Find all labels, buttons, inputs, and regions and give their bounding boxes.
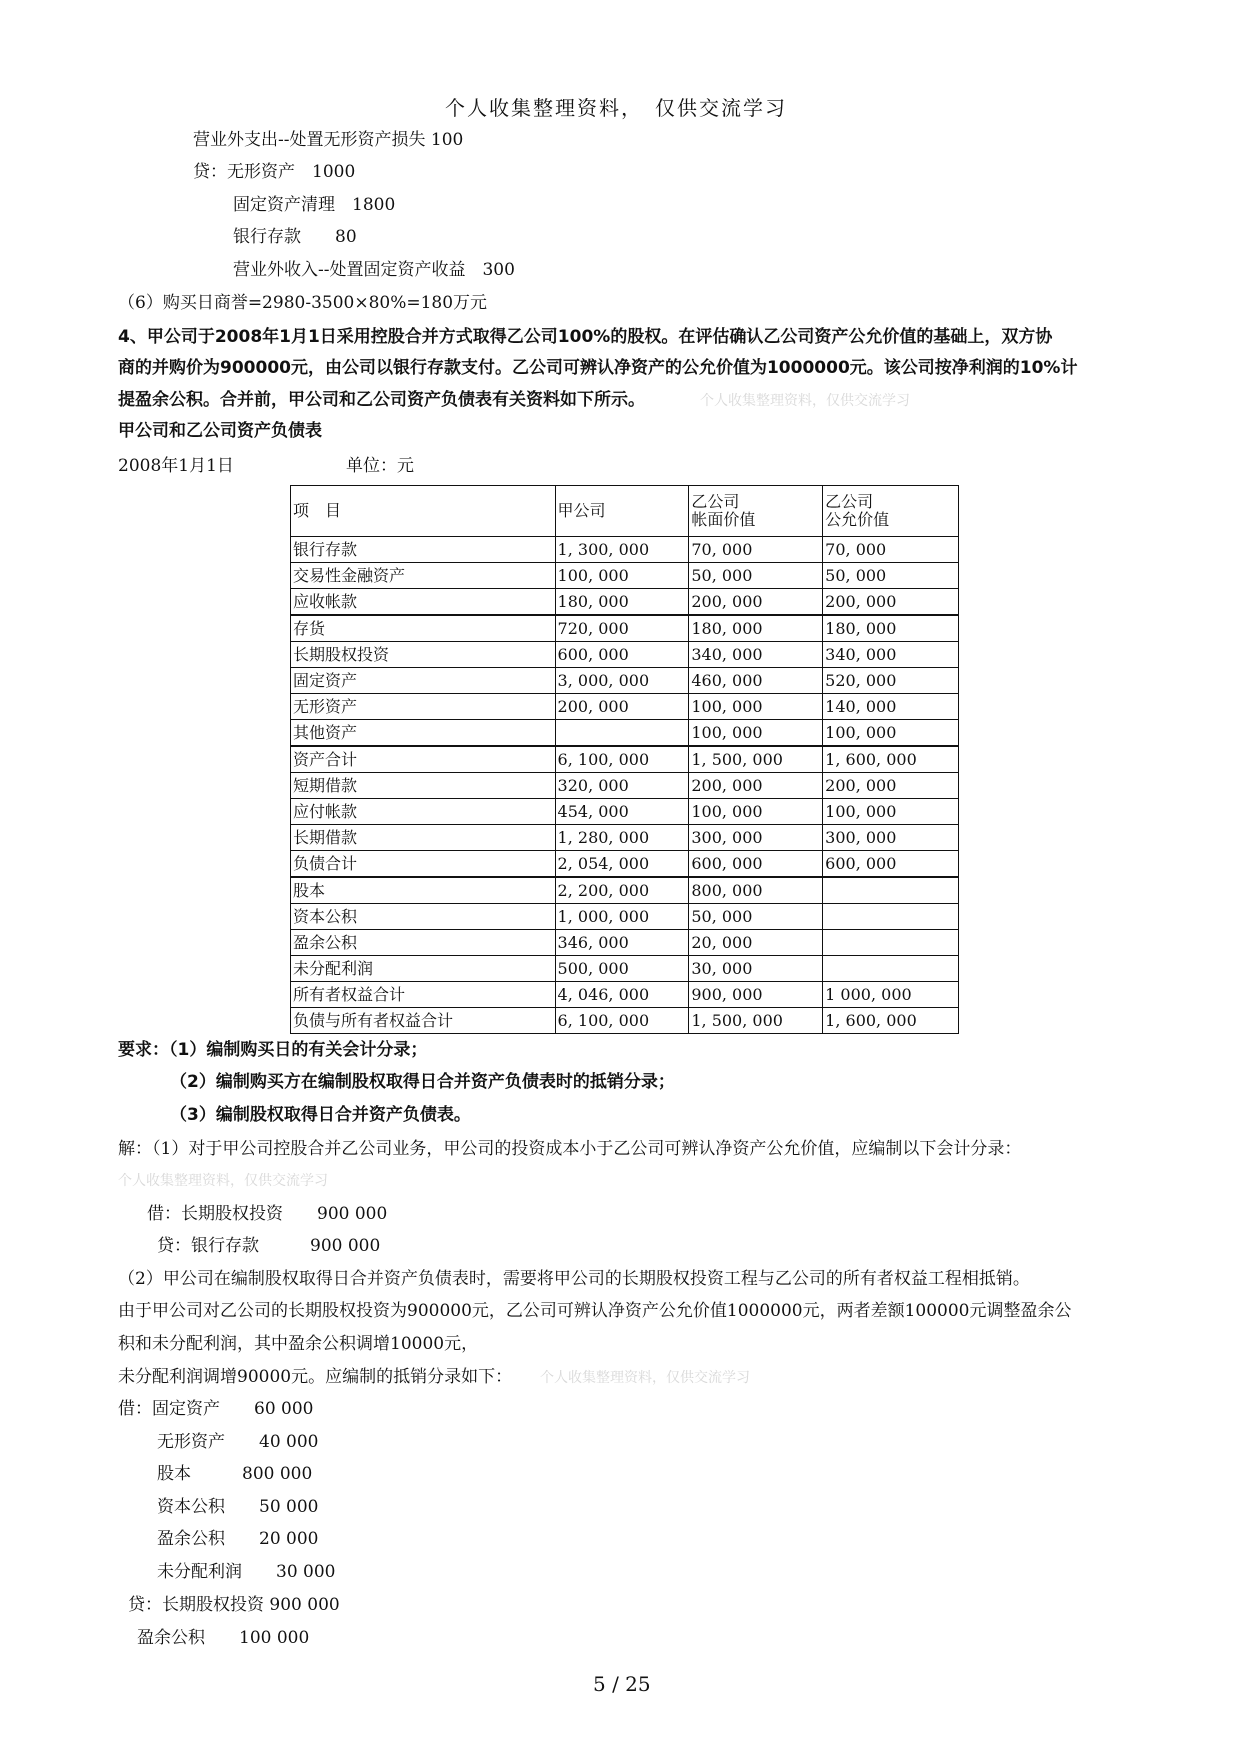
header-item: 项 目 — [291, 486, 556, 537]
table-row — [291, 746, 959, 773]
value-cell: 100, 000 — [689, 720, 823, 747]
row-label-cell: 资产合计 — [291, 746, 556, 773]
table-row — [291, 773, 959, 799]
journal-line: 贷：银行存款 900 000 — [157, 1236, 381, 1256]
header-yi-book: 乙公司 帐面价值 — [689, 486, 823, 537]
value-cell — [823, 930, 959, 956]
row-label-cell: 负债与所有者权益合计 — [291, 1008, 556, 1034]
value-cell: 300, 000 — [689, 825, 823, 851]
requirement-3: （3）编制股权取得日合并资产负债表。 — [170, 1105, 471, 1125]
value-cell: 1, 500, 000 — [689, 746, 823, 773]
value-cell — [823, 877, 959, 904]
table-row — [291, 904, 959, 930]
value-cell: 1, 280, 000 — [555, 825, 689, 851]
journal-line: 盈余公积 100 000 — [137, 1628, 310, 1648]
value-cell: 100, 000 — [823, 720, 959, 747]
value-cell: 6, 100, 000 — [555, 746, 689, 773]
row-label-cell: 未分配利润 — [291, 956, 556, 982]
table-row — [291, 825, 959, 851]
row-label-cell: 长期借款 — [291, 825, 556, 851]
value-cell: 2, 054, 000 — [555, 851, 689, 878]
row-label-cell: 资本公积 — [291, 904, 556, 930]
row-label-cell: 股本 — [291, 877, 556, 904]
value-cell: 800, 000 — [689, 877, 823, 904]
goodwill-line: （6）购买日商誉=2980-3500×80%=180万元 — [118, 293, 488, 313]
value-cell: 2, 200, 000 — [555, 877, 689, 904]
entry-line: 营业外收入--处置固定资产收益 300 — [233, 260, 515, 280]
faint-watermark-text: 个人收集整理资料，仅供交流学习 — [540, 1370, 750, 1386]
value-cell: 50, 000 — [689, 563, 823, 589]
row-label-cell: 应付帐款 — [291, 799, 556, 825]
value-cell: 200, 000 — [823, 589, 959, 616]
table-row — [291, 982, 959, 1008]
value-cell: 140, 000 — [823, 694, 959, 720]
entry-line: 固定资产清理 1800 — [233, 195, 396, 215]
table-row — [291, 694, 959, 720]
table-row — [291, 642, 959, 668]
row-label-cell: 短期借款 — [291, 773, 556, 799]
row-label-cell: 应收帐款 — [291, 589, 556, 616]
row-label-cell: 交易性金融资产 — [291, 563, 556, 589]
table-row — [291, 668, 959, 694]
value-cell: 900, 000 — [689, 982, 823, 1008]
row-label-cell: 固定资产 — [291, 668, 556, 694]
value-cell: 600, 000 — [689, 851, 823, 878]
table-row — [291, 589, 959, 616]
value-cell: 1, 600, 000 — [823, 1008, 959, 1034]
journal-line: 资本公积 50 000 — [157, 1497, 319, 1517]
entry-line: 贷：无形资产 1000 — [193, 162, 356, 182]
value-cell: 720, 000 — [555, 615, 689, 642]
value-cell: 1, 300, 000 — [555, 537, 689, 563]
table-date: 2008年1月1日 — [118, 456, 234, 476]
question-paragraph: 商的并购价为900000元，由公司以银行存款支付。乙公司可辨认净资产的公允价值为1000000元。该公司按净利润的10%计 — [118, 358, 1078, 378]
value-cell: 30, 000 — [689, 956, 823, 982]
journal-line: 借：长期股权投资 900 000 — [147, 1204, 388, 1224]
value-cell: 320, 000 — [555, 773, 689, 799]
value-cell: 340, 000 — [689, 642, 823, 668]
value-cell: 340, 000 — [823, 642, 959, 668]
value-cell: 6, 100, 000 — [555, 1008, 689, 1034]
table-row — [291, 1008, 959, 1034]
entry-line: 银行存款 80 — [233, 227, 357, 247]
row-label-cell: 盈余公积 — [291, 930, 556, 956]
value-cell: 200, 000 — [555, 694, 689, 720]
row-label-cell: 银行存款 — [291, 537, 556, 563]
value-cell: 20, 000 — [689, 930, 823, 956]
value-cell: 4, 046, 000 — [555, 982, 689, 1008]
value-cell: 520, 000 — [823, 668, 959, 694]
table-row — [291, 851, 959, 878]
table-row — [291, 930, 959, 956]
table-row — [291, 799, 959, 825]
value-cell: 1, 000, 000 — [555, 904, 689, 930]
table-row — [291, 563, 959, 589]
table-row — [291, 956, 959, 982]
value-cell: 70, 000 — [823, 537, 959, 563]
row-label-cell: 无形资产 — [291, 694, 556, 720]
header-yi-fair: 乙公司 公允价值 — [823, 486, 959, 537]
page-number: 5 / 25 — [593, 1672, 651, 1696]
journal-line: 股本 800 000 — [157, 1464, 313, 1484]
journal-line: 借：固定资产 60 000 — [118, 1399, 314, 1419]
value-cell: 454, 000 — [555, 799, 689, 825]
value-cell: 180, 000 — [555, 589, 689, 616]
value-cell: 100, 000 — [823, 799, 959, 825]
row-label-cell: 存货 — [291, 615, 556, 642]
table-row — [291, 720, 959, 747]
table-row — [291, 615, 959, 642]
value-cell: 1 000, 000 — [823, 982, 959, 1008]
value-cell: 100, 000 — [689, 694, 823, 720]
page-header: 个人收集整理资料， 仅供交流学习 — [445, 96, 787, 120]
value-cell: 460, 000 — [689, 668, 823, 694]
value-cell: 100, 000 — [689, 799, 823, 825]
value-cell: 200, 000 — [689, 589, 823, 616]
table-unit: 单位：元 — [346, 456, 414, 476]
faint-watermark-text: 个人收集整理资料，仅供交流学习 — [118, 1173, 328, 1189]
row-label-cell: 负债合计 — [291, 851, 556, 878]
header-jia: 甲公司 — [555, 486, 689, 537]
solution-line: （2）甲公司在编制股权取得日合并资产负债表时，需要将甲公司的长期股权投资工程与乙公司的所有者权益工程相抵销。 — [118, 1269, 1030, 1289]
value-cell: 1, 500, 000 — [689, 1008, 823, 1034]
requirement-1: 要求：（1）编制购买日的有关会计分录； — [118, 1040, 428, 1060]
value-cell: 50, 000 — [823, 563, 959, 589]
solution-line: 解：（1）对于甲公司控股合并乙公司业务，甲公司的投资成本小于乙公司可辨认净资产公允价值，应编制以下会计分录： — [118, 1139, 1022, 1159]
table-row — [291, 537, 959, 563]
faint-watermark-text: 个人收集整理资料，仅供交流学习 — [700, 393, 910, 409]
solution-line: 未分配利润调增90000元。应编制的抵销分录如下： — [118, 1367, 513, 1387]
value-cell: 200, 000 — [823, 773, 959, 799]
row-label-cell: 所有者权益合计 — [291, 982, 556, 1008]
journal-line: 贷：长期股权投资 900 000 — [128, 1595, 340, 1615]
table-row — [291, 877, 959, 904]
value-cell: 600, 000 — [555, 642, 689, 668]
value-cell: 100, 000 — [555, 563, 689, 589]
solution-line: 由于甲公司对乙公司的长期股权投资为900000元，乙公司可辨认净资产公允价值1000000元，两者差额100000元调整盈余公 — [118, 1301, 1072, 1321]
journal-line: 无形资产 40 000 — [157, 1432, 319, 1452]
solution-line: 积和未分配利润，其中盈余公积调增10000元， — [118, 1334, 479, 1354]
balance-sheet-table — [290, 485, 959, 1034]
value-cell — [823, 956, 959, 982]
value-cell: 346, 000 — [555, 930, 689, 956]
value-cell: 50, 000 — [689, 904, 823, 930]
row-label-cell: 长期股权投资 — [291, 642, 556, 668]
value-cell — [555, 720, 689, 747]
value-cell: 600, 000 — [823, 851, 959, 878]
journal-line: 未分配利润 30 000 — [157, 1562, 336, 1582]
entry-line: 营业外支出--处置无形资产损失 100 — [193, 130, 464, 150]
value-cell: 1, 600, 000 — [823, 746, 959, 773]
value-cell: 200, 000 — [689, 773, 823, 799]
question-paragraph: 提盈余公积。合并前，甲公司和乙公司资产负债表有关资料如下所示。 — [118, 390, 645, 410]
journal-line: 盈余公积 20 000 — [157, 1529, 319, 1549]
value-cell — [823, 904, 959, 930]
table-title: 甲公司和乙公司资产负债表 — [118, 421, 322, 441]
value-cell: 300, 000 — [823, 825, 959, 851]
requirement-2: （2）编制购买方在编制股权取得日合并资产负债表时的抵销分录； — [170, 1072, 675, 1092]
value-cell: 3, 000, 000 — [555, 668, 689, 694]
row-label-cell: 其他资产 — [291, 720, 556, 747]
value-cell: 180, 000 — [823, 615, 959, 642]
value-cell: 500, 000 — [555, 956, 689, 982]
value-cell: 70, 000 — [689, 537, 823, 563]
question-paragraph: 4、甲公司于2008年1月1日采用控股合并方式取得乙公司100%的股权。在评估确认乙公司资产公允价值的基础上，双方协 — [118, 327, 1053, 347]
table-header-row — [291, 486, 959, 537]
value-cell: 180, 000 — [689, 615, 823, 642]
